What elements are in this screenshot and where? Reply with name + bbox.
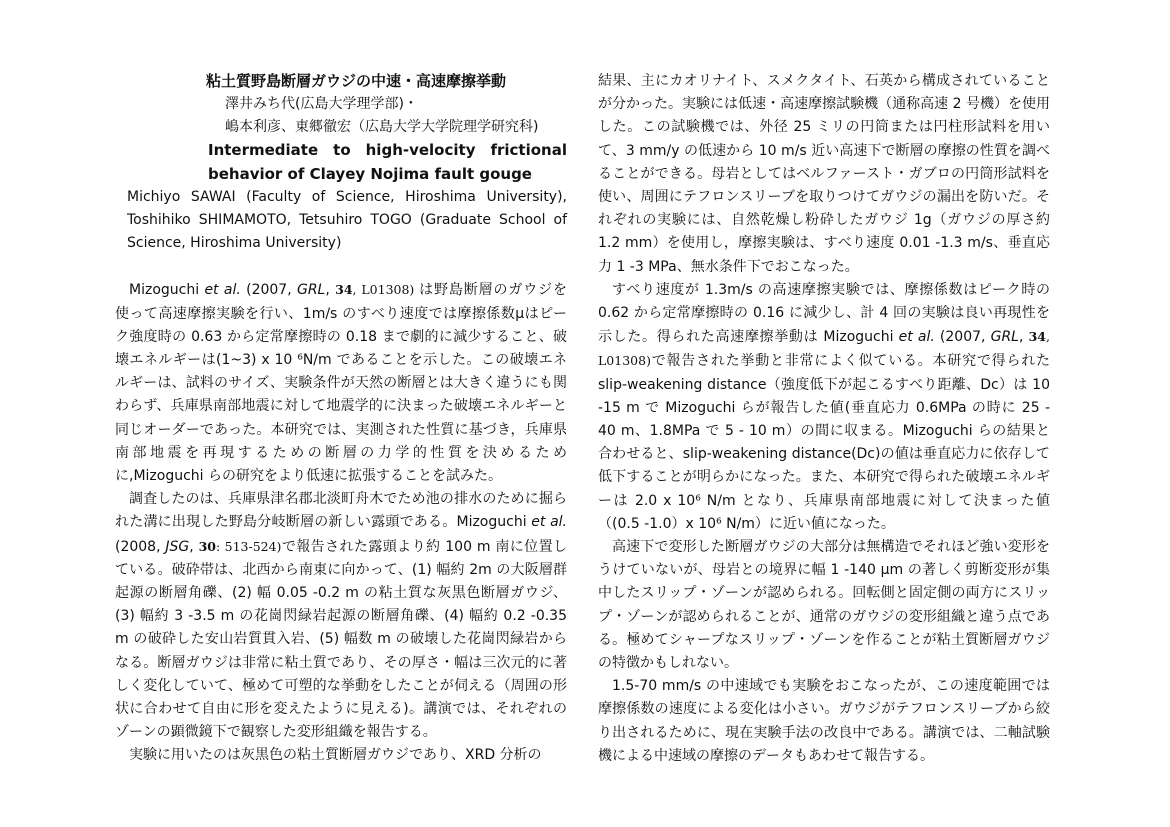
- text-run-bold: 34: [335, 282, 353, 298]
- text-run: Mizoguchi: [129, 282, 205, 299]
- right-column: [598, 70, 1050, 768]
- authors-jp-line-2: 嶋本利彦、東郷徹宏（広島大学大学院理学研究科): [225, 119, 539, 136]
- text-run: 調査したのは、兵庫県津名郡北淡町舟木でため池の排水のために掘られた溝に出現した野島分岐断層の新しい露頭である。Mizoguchi: [115, 491, 567, 531]
- text-run: で報告された挙動と非常によく似ている。本研究で得られた slip-weakening distance（強度低下が起こるすべり距離、Dc）は 10 -15 m で Mizoguchi らが報告した値(垂直応力 0.6MPa の時に 25 - 40 m、1.8MPa で 5 - 10 m）の間に収まる。Mizoguchi らの結果と合わせると、slip-weakening distance(Dc)の値は垂直応力に依存して低下することが明らかになった。また、本研究で得られた破壊エネルギーは 2.0 x 10⁶ N/m となり、兵庫県南部地震に対して決まった値（(0.5 -1.0）x 10⁶ N/m）に近い値になった。: [598, 353, 1050, 532]
- text-run-italic: et al.: [531, 514, 567, 531]
- text-run: , L01308): [598, 329, 1050, 369]
- right-paragraph-1: [598, 279, 1050, 536]
- text-run: ,: [189, 538, 199, 555]
- text-run: ,: [325, 282, 336, 299]
- right-paragraph-2: 高速下で変形した断層ガウジの大部分は無構造でそれほど強い変形をうけていないが、母岩との境界に幅 1 -140 μm の著しく剪断変形が集中したスリップ・ゾーンが認められる。回転側と固定側の両方にスリップ・ゾーンが認められることが、通常のガウジの変形組織と違う点である。極めてシャープなスリップ・ゾーンを作ることが粘土質断層ガウジの特徴かもしれない。: [598, 539, 1050, 672]
- paper-title-en-line-2: behavior of Clayey Nojima fault gouge: [208, 164, 532, 183]
- text-run: すべり速度が 1.3m/s の高速摩擦実験では、摩擦係数はピーク時の 0.62 から定常摩擦時の 0.16 に減少し、計 4 回の実験は良い再現性を示した。得られた高速摩擦挙動は Mizoguchi: [598, 281, 1050, 346]
- text-run-bold: 34: [1028, 329, 1046, 345]
- paper-title-en-line-1: Intermediate to high-velocity frictional: [208, 141, 567, 160]
- text-run-italic: et al.: [898, 329, 935, 346]
- authors-en: Michiyo SAWAI (Faculty of Science, Hiroshima University), Toshihiko SHIMAMOTO, Tetsuhiro TOGO (Graduate School of Science, Hiroshima University): [127, 188, 567, 252]
- paper-title-en: [115, 139, 567, 185]
- text-run-italic: JSG: [165, 538, 190, 555]
- text-run: (2007,: [240, 282, 297, 299]
- right-paragraph-0: 結果、主にカオリナイト、スメクタイト、石英から構成されていることが分かった。実験には低速・高速摩擦試験機（通称高速 2 号機）を使用した。この試験機では、外径 25 ミリの円筒または円柱形試料を用いて、3 mm/y の低速から 10 m/s 近い高速下で断層の摩擦の性質を調べることができる。母岩としてはベルファースト・ガブロの円筒形試料を使い、周囲にテフロンスリーブを取りつけてガウジの漏出を防いだ。それぞれの実験には、自然乾燥し粉砕したガウジ 1g（ガウジの厚さ約 1.2 mm）を使用し，摩擦実験は、すべり速度 0.01 -1.3 m/s、垂直応力 1 -3 MPa、無水条件下でおこなった。: [598, 73, 1050, 275]
- authors-jp-line-1: 澤井みち代(広島大学理学部)・: [225, 96, 418, 112]
- text-run-italic: et al.: [204, 282, 241, 299]
- text-run: , L01308): [352, 282, 420, 298]
- text-run: は野島断層のガウジを使って高速摩擦実験を行い、1m/s のすべり速度では摩擦係数μはピーク強度時の 0.63 から定常摩擦時の 0.18 まで劇的に減少すること、破壊エネルギーは(1~3) x 10 ⁶N/m であることを示した。この破壊エネルギーは、試料のサイズ、実験条件が天然の断層とは大きく違うにも関わらず、兵庫県南部地震に対して地震学的に決まった破壊エネルギーと同じオーダーであった。本研究では、実測された性質に基づき，兵庫県南部地震を再現するための断層の力学的性質を決めるために,Mizoguchi らの研究をより低速に拡張することを試みた。: [115, 282, 567, 485]
- text-run: (2008,: [115, 538, 166, 555]
- text-run: で報告された露頭より約 100 m 南に位置している。破砕帯は、北西から南東に向かって、(1) 幅約 2m の大阪層群起源の断層角礫、(2) 幅 0.05 -0.2 m の粘土質な灰黒色断層ガウジ、(3) 幅約 3 -3.5 m の花崗閃緑岩起源の断層角礫、(4) 幅約 0.2 -0.35 m の破砕した安山岩質貫入岩、(5) 幅数 m の破壊した花崗閃緑岩からなる。断層ガウジは非常に粘土質であり、その厚さ・幅は三次元的に著しく変化していて、極めて可塑的な挙動をしたことが伺える（周囲の形状に合わせて自由に形を変えたように見える)。講演では、それぞれのゾーンの顕微鏡下で観察した変形組織を報告する。: [115, 538, 567, 741]
- text-run: ,: [1019, 329, 1029, 346]
- text-run: (2007,: [934, 329, 991, 346]
- text-run-bold: 30: [198, 538, 217, 554]
- right-paragraph-3: 1.5-70 mm/s の中速域でも実験をおこなったが、この速度範囲では摩擦係数の速度による変化は小さい。ガウジがテフロンスリーブから絞り出されるために、現在実験手法の改良中である。講演では、二軸試験機による中速域の摩擦のデータもあわせて報告する。: [598, 678, 1050, 764]
- text-run-italic: GRL: [296, 282, 326, 299]
- left-column: [115, 70, 567, 768]
- text-run: : 513-524): [216, 538, 282, 554]
- left-paragraph-2: [115, 488, 567, 744]
- text-run-italic: GRL: [990, 329, 1019, 346]
- paper-title-jp: 粘土質野島断層ガウジの中速・高速摩擦挙動: [205, 72, 506, 90]
- left-paragraph-3: 実験に用いたのは灰黒色の粘土質断層ガウジであり、XRD 分析の: [129, 747, 542, 764]
- left-paragraph-1: [115, 278, 567, 488]
- spacer: [115, 255, 567, 278]
